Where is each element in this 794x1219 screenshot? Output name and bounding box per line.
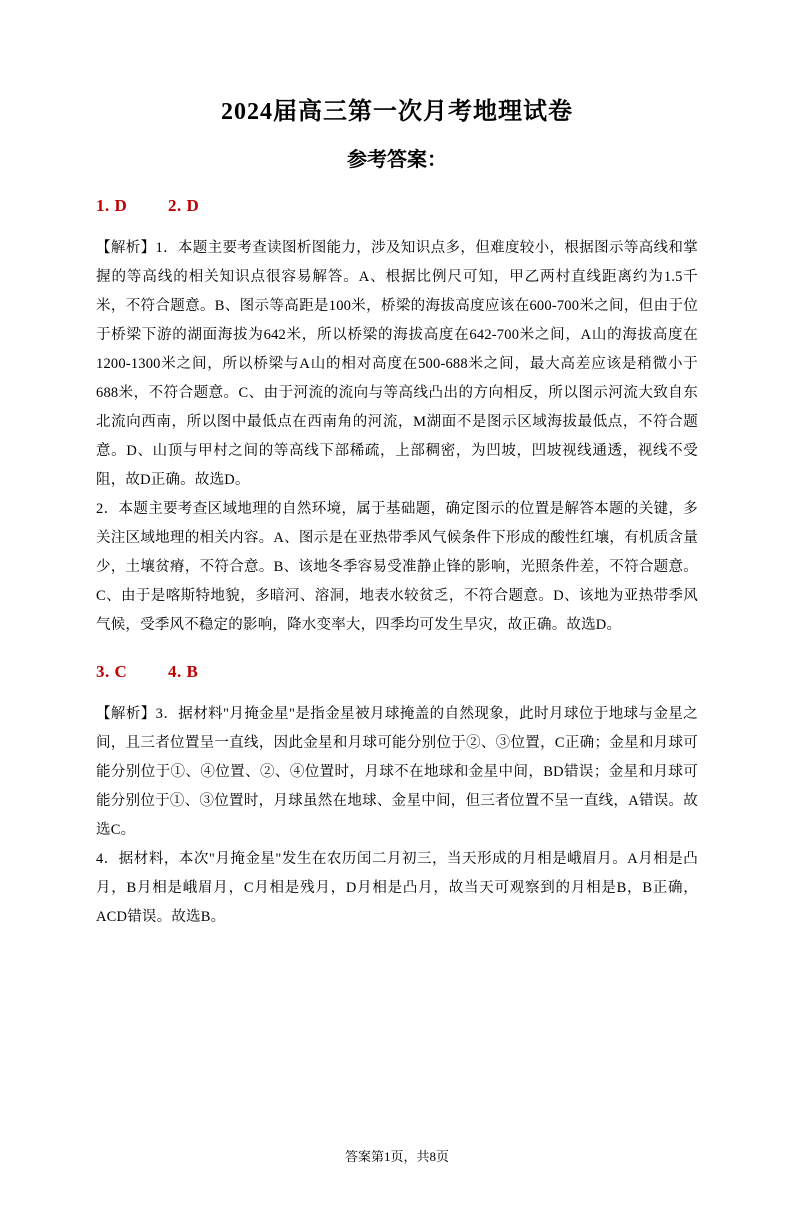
page-subtitle: 参考答案： bbox=[347, 148, 447, 171]
answer-letter: C bbox=[114, 661, 128, 681]
answer-item bbox=[168, 196, 199, 216]
answer-number: 2. bbox=[168, 195, 182, 215]
answer-number: 3. bbox=[96, 661, 110, 681]
answer-item bbox=[96, 196, 127, 216]
answer-item bbox=[168, 662, 198, 682]
document-page bbox=[0, 96, 794, 1219]
answer-key-line-1 bbox=[96, 196, 698, 216]
page-footer: 答案第1页，共8页 bbox=[344, 1149, 449, 1164]
explanation-paragraph: 2．本题主要考查区域地理的自然环境，属于基础题，确定图示的位置是解答本题的关键，多关注区域地理的相关内容。A、图示是在亚热带季风气候条件下形成的酸性红壤，有机质含量少，土壤贫瘠，不符合意。B、该地冬季容易受准静止锋的影响，光照条件差，不符合题意。C、由于是喀斯特地貌，多暗河、溶洞，地表水较贫乏，不符合题意。D、该地为亚热带季风气候，受季风不稳定的影响，降水变率大，四季均可发生旱灾，故正确。故选D。 bbox=[96, 500, 698, 633]
answer-number: 1. bbox=[96, 195, 110, 215]
explanation-paragraph: 【解析】1．本题主要考查读图析图能力，涉及知识点多，但难度较小，根据图示等高线和掌握的等高线的相关知识点很容易解答。A、根据比例尺可知，甲乙两村直线距离约为1.5千米，不符合题意。B、图示等高距是100米，桥梁的海拔高度应该在600-700米之间，但由于位于桥梁下游的湖面海拔为642米，所以桥梁的海拔高度在642-700米之间，A山的海拔高度在1200-1300米之间，所以桥梁与A山的相对高度在500-688米之间，最大高差应该是稍微小于688米，不符合题意。C、由于河流的流向与等高线凸出的方向相反，所以图示河流大致自东北流向西南，所以图中最低点在西南角的河流，M湖面不是图示区域海拔最低点，不符合题意。D、山顶与甲村之间的等高线下部稀疏，上部稠密，为凹坡，凹坡视线通透，视线不受阻，故D正确。故选D。 bbox=[96, 239, 698, 488]
answer-number: 4. bbox=[168, 661, 182, 681]
page-title: 2024届高三第一次月考地理试卷 bbox=[221, 99, 573, 125]
explanation-paragraph: 【解析】3．据材料"月掩金星"是指金星被月球掩盖的自然现象，此时月球位于地球与金星之间，且三者位置呈一直线，因此金星和月球可能分别位于②、③位置，C正确；金星和月球可能分别位于①、④位置、②、④位置时，月球不在地球和金星中间，BD错误；金星和月球可能分别位于①、③位置时，月球虽然在地球、金星中间，但三者位置不呈一直线，A错误。故选C。 bbox=[96, 705, 698, 838]
answer-letter: D bbox=[114, 195, 128, 215]
explanation-paragraph: 4．据材料，本次"月掩金星"发生在农历闰二月初三，当天形成的月相是峨眉月。A月相是凸月，B月相是峨眉月，C月相是残月，D月相是凸月，故当天可观察到的月相是B，B正确，ACD错误。故选B。 bbox=[96, 850, 698, 925]
answer-letter: B bbox=[186, 661, 199, 681]
answer-key-line-2 bbox=[96, 662, 698, 682]
answer-letter: D bbox=[186, 195, 200, 215]
answer-item bbox=[96, 662, 127, 682]
